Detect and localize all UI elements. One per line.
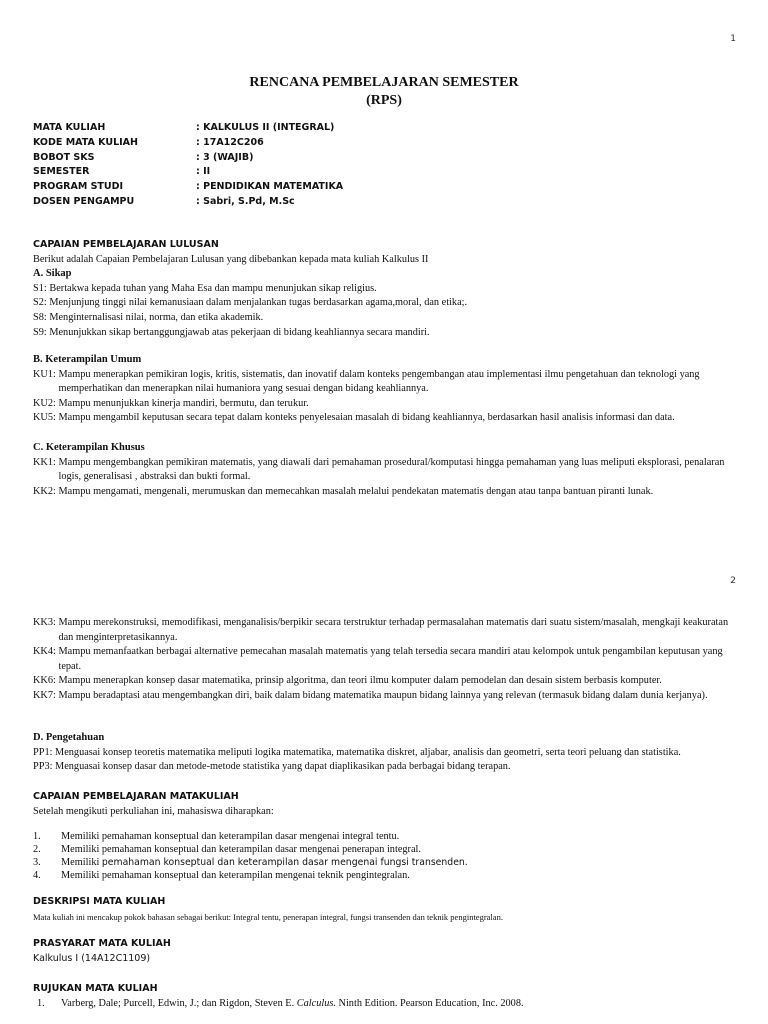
kk-section [33, 441, 733, 499]
cpmk-section [33, 790, 733, 819]
info-key: DOSEN PENGAMPU [33, 195, 135, 207]
prasyarat-text: Kalkulus I (14A12C1109) [33, 952, 151, 964]
info-row [33, 195, 343, 210]
list-item: 3. Memiliki pemahaman konseptual dan keterampilan dasar mengenai fungsi transenden. [33, 857, 468, 868]
doc-title: RENCANA PEMBELAJARAN SEMESTER [249, 75, 519, 90]
list-item: KK4: Mampu memanfaatkan berbagai alternative pemecahan masalah matematis yang telah tersedia secara mandiri atau kelompok untuk pengambilan keputusan yang tepat. [33, 646, 723, 672]
cpmk-list [33, 830, 733, 882]
info-key: KODE MATA KULIAH [33, 136, 138, 148]
info-key: MATA KULIAH [33, 122, 106, 133]
info-row [33, 121, 343, 136]
course-info [33, 121, 343, 210]
cpl-intro: Berikut adalah Capaian Pembelajaran Lulusan yang dibebankan kepada mata kuliah Kalkulus II [33, 253, 429, 265]
list-item: PP1: Menguasai konsep teoretis matematika meliputi logika matematika, matematika diskret, aljabar, analisis dan geometri, serta teori peluang dan statistika. [33, 746, 681, 758]
list-item: 2. Memiliki pemahaman konseptual dan keterampilan dasar mengenai penerapan integral. [33, 844, 421, 855]
info-row [33, 165, 343, 180]
info-row [33, 151, 343, 166]
list-item: KK7: Mampu beradaptasi atau mengembangkan diri, baik dalam bidang matematika maupun bidang lainnya yang relevan (termasuk bidang dalam dunia kerjanya). [33, 689, 708, 701]
prasyarat-section [33, 937, 733, 966]
list-item: KU2: Mampu menunjukkan kinerja mandiri, bermutu, dan terukur. [33, 397, 309, 409]
info-row [33, 136, 343, 151]
deskripsi-heading: DESKRIPSI MATA KULIAH [33, 896, 166, 907]
prasyarat-heading: PRASYARAT MATA KULIAH [33, 938, 171, 949]
info-value: : II [196, 166, 211, 178]
cpmk-intro: Setelah mengikuti perkuliahan ini, mahasiswa diharapkan: [33, 805, 274, 817]
info-row [33, 180, 343, 195]
sikap-heading: A. Sikap [33, 268, 72, 280]
deskripsi-section [33, 895, 733, 924]
list-item: KU5: Mampu mengambil keputusan secara tepat dalam konteks penyelesaian masalah di bidang keahliannya, berdasarkan hasil analisis informasi dan data. [33, 412, 675, 424]
info-key: PROGRAM STUDI [33, 181, 124, 193]
list-item: S2: Menjunjung tinggi nilai kemanusiaan dalam menjalankan tugas berdasarkan agama,moral, dan etika;. [33, 297, 468, 309]
kk-heading: C. Keterampilan Khusus [33, 442, 145, 453]
list-item: S1: Bertakwa kepada tuhan yang Maha Esa dan mampu menunjukan sikap religius. [33, 282, 377, 294]
list-item: 1. Memiliki pemahaman konseptual dan keterampilan dasar mengenai integral tentu. [33, 831, 400, 842]
page-number-2: 2 [730, 576, 736, 586]
list-item: KU1: Mampu menerapkan pemikiran logis, kritis, sistematis, dan inovatif dalam konteks pengembangan atau implementasi ilmu pengetahuan dan teknologi yang memperhatikan dan menerapkan nilai humaniora yang sesuai dengan bidang keahliannya. [33, 368, 700, 395]
rujukan-section [33, 982, 733, 1011]
info-value: : KALKULUS II (INTEGRAL) [196, 122, 335, 133]
list-item: PP3: Menguasai konsep dasar dan metode-metode statistika yang dapat diaplikasikan pada berbagai bidang terapan. [33, 761, 511, 773]
list-item: 1. Varberg, Dale; Purcell, Edwin, J.; dan Rigdon, Steven E. Calculus. Ninth Edition. Pearson Education, Inc. 2008. [37, 997, 524, 1009]
info-value: : 17A12C206 [196, 136, 264, 148]
page-number-1: 1 [730, 34, 736, 44]
list-item: S8: Menginternalisasi nilai, norma, dan etika akademik. [33, 311, 264, 323]
info-value: : Sabri, S.Pd, M.Sc [196, 195, 295, 207]
ku-heading: B. Keterampilan Umum [33, 354, 142, 365]
list-item: 4. Memiliki pemahaman konseptual dan keterampilan mengenai teknik pengintegralan. [33, 870, 410, 881]
kk-continued-section [33, 616, 733, 704]
info-key: SEMESTER [33, 166, 90, 178]
list-item: S9: Menunjukkan sikap bertanggungjawab atas pekerjaan di bidang keahliannya secara mandiri. [33, 326, 430, 338]
pp-section [33, 731, 733, 775]
ku-section [33, 353, 733, 426]
cpl-heading: CAPAIAN PEMBELAJARAN LULUSAN [33, 239, 219, 250]
list-item: KK3: Mampu merekonstruksi, memodifikasi, menganalisis/berpikir secara terstruktur terhadap permasalahan matematis dari suatu sistem/masalah, mengkaji keakuratan dan menginterpretasikannya. [33, 617, 729, 643]
list-item: KK6: Mampu menerapkan konsep dasar matematika, prinsip algoritma, dan teori ilmu komputer dalam pemodelan dan desain sistem berbasis komputer. [33, 675, 662, 687]
doc-subtitle: (RPS) [366, 93, 402, 108]
info-key: BOBOT SKS [33, 151, 95, 163]
deskripsi-text: Mata kuliah ini mencakup pokok bahasan sebagai berikut: Integral tentu, penerapan integral, fungsi transenden dan teknik pengintegralan. [33, 911, 503, 922]
cpl-section [33, 238, 733, 340]
rujukan-heading: RUJUKAN MATA KULIAH [33, 983, 158, 994]
info-value: : PENDIDIKAN MATEMATIKA [196, 181, 344, 193]
cpmk-heading: CAPAIAN PEMBELAJARAN MATAKULIAH [33, 791, 239, 802]
list-item: KK2: Mampu mengamati, mengenali, merumuskan dan memecahkan masalah melalui pendekatan matematis dengan atau tanpa bantuan piranti lunak. [33, 485, 654, 497]
info-value: : 3 (WAJIB) [196, 151, 254, 163]
list-item: KK1: Mampu mengembangkan pemikiran matematis, yang diawali dari pemahaman prosedural/komputasi hingga pemahaman yang luas meliputi eksplorasi, penalaran logis, generalisasi , abstraksi dan bukti formal. [33, 456, 725, 483]
pp-heading: D. Pengetahuan [33, 732, 105, 743]
